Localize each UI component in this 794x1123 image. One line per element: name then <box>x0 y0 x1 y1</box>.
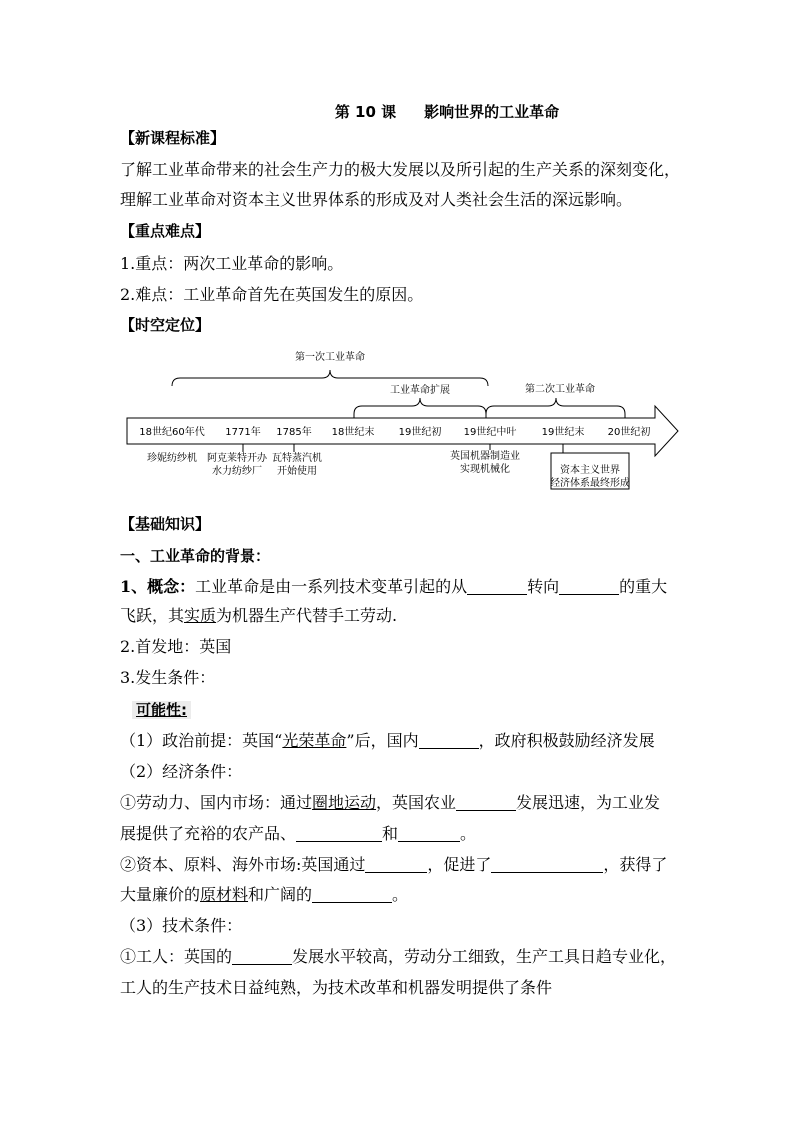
blank-field[interactable] <box>312 886 392 903</box>
lesson-name: 影响世界的工业革命 <box>424 103 560 121</box>
concept-line-2: 飞跃，其实质为机器生产代替手工劳动. <box>120 606 398 625</box>
worker-line-1: ①工人：英国的 发展水平较高，劳动分工细致，生产工具日趋专业化， <box>120 947 677 966</box>
brace-first-label: 第一次工业革命 <box>295 352 365 363</box>
section-timeline-heading: 【时空定位】 <box>120 316 211 334</box>
possibility-heading: 可能性: <box>132 700 692 720</box>
note-jenny: 珍妮纺纱机 <box>147 453 197 464</box>
brace-spread <box>354 398 486 418</box>
keypoint-2: 2.难点：工业革命首先在英国发生的原因。 <box>120 285 424 304</box>
standard-line-1: 了解工业革命带来的社会生产力的极大发展以及所引起的生产关系的深刻变化， <box>120 160 681 179</box>
blank-field[interactable] <box>456 794 516 811</box>
brace-first <box>172 370 488 386</box>
labor-line-1: ①劳动力、国内市场：通过圈地运动，英国农业 发展迅速，为工业发 <box>120 793 661 812</box>
note-watt-2: 开始使用 <box>277 466 317 477</box>
note-arkwright-2: 水力纺纱厂 <box>212 466 262 477</box>
political-line: （1）政治前提：英国“光荣革命”后，国内 ，政府积极鼓励经济发展 <box>120 731 655 750</box>
blank-field[interactable] <box>559 578 619 595</box>
capital-line-1: ②资本、原料、海外市场:英国通过 ，促进了 ，获得了 <box>120 855 668 874</box>
brace-second <box>486 398 625 418</box>
concept-line-1: 1、概念：工业革命是由一系列技术变革引起的从 转向 的重大 <box>120 577 668 596</box>
keypoint-1: 1.重点：两次工业革命的影响。 <box>120 254 344 273</box>
section-standard-heading: 【新课程标准】 <box>120 129 226 147</box>
blank-field[interactable] <box>296 825 382 842</box>
tick-label: 18世纪末 <box>331 427 375 438</box>
economic-heading: （2）经济条件： <box>120 762 243 781</box>
labor-line-2: 展提供了充裕的农产品、 和 。 <box>120 824 477 843</box>
blank-field[interactable] <box>398 825 460 842</box>
brace-second-label: 第二次工业革命 <box>525 384 595 395</box>
section-basics-heading: 【基础知识】 <box>120 515 211 533</box>
tick-label: 19世纪初 <box>398 427 442 438</box>
tick-label: 19世纪末 <box>541 427 585 438</box>
origin-line: 2.首发地：英国 <box>120 637 232 656</box>
heading-background: 一、工业革命的背景： <box>120 547 271 565</box>
standard-line-2: 理解工业革命对资本主义世界体系的形成及对人类社会生活的深远影响。 <box>120 190 633 209</box>
section-keypoints-heading: 【重点难点】 <box>120 222 211 240</box>
tick-label: 19世纪中叶 <box>463 427 517 438</box>
blank-field[interactable] <box>491 856 603 873</box>
note-arkwright-1: 阿克莱特开办 <box>207 453 267 464</box>
tick-label: 1771年 <box>225 427 261 438</box>
lesson-title <box>0 101 794 122</box>
note-machine-2: 实现机械化 <box>460 464 510 475</box>
blank-field[interactable] <box>467 578 527 595</box>
tick-label: 18世纪60年代 <box>139 427 205 438</box>
tick-label: 1785年 <box>276 427 312 438</box>
conditions-line: 3.发生条件： <box>120 668 216 687</box>
blank-field[interactable] <box>365 856 427 873</box>
blank-field[interactable] <box>232 948 292 965</box>
note-machine-1: 英国机器制造业 <box>450 451 520 462</box>
note-watt-1: 瓦特蒸汽机 <box>272 453 322 464</box>
lesson-number: 第 10 课 <box>334 103 397 121</box>
brace-spread-label: 工业革命扩展 <box>390 385 450 396</box>
note-world-1: 资本主义世界 <box>560 465 620 476</box>
tick-label: 20世纪初 <box>607 427 651 438</box>
timeline-diagram <box>0 340 794 500</box>
note-world-2: 经济体系最终形成 <box>550 478 630 489</box>
technical-heading: （3）技术条件： <box>120 916 243 935</box>
capital-line-2: 大量廉价的原材料和广阔的 。 <box>120 885 409 904</box>
worker-line-2: 工人的生产技术日益纯熟，为技术改革和机器发明提供了条件 <box>120 978 553 997</box>
blank-field[interactable] <box>419 732 479 749</box>
